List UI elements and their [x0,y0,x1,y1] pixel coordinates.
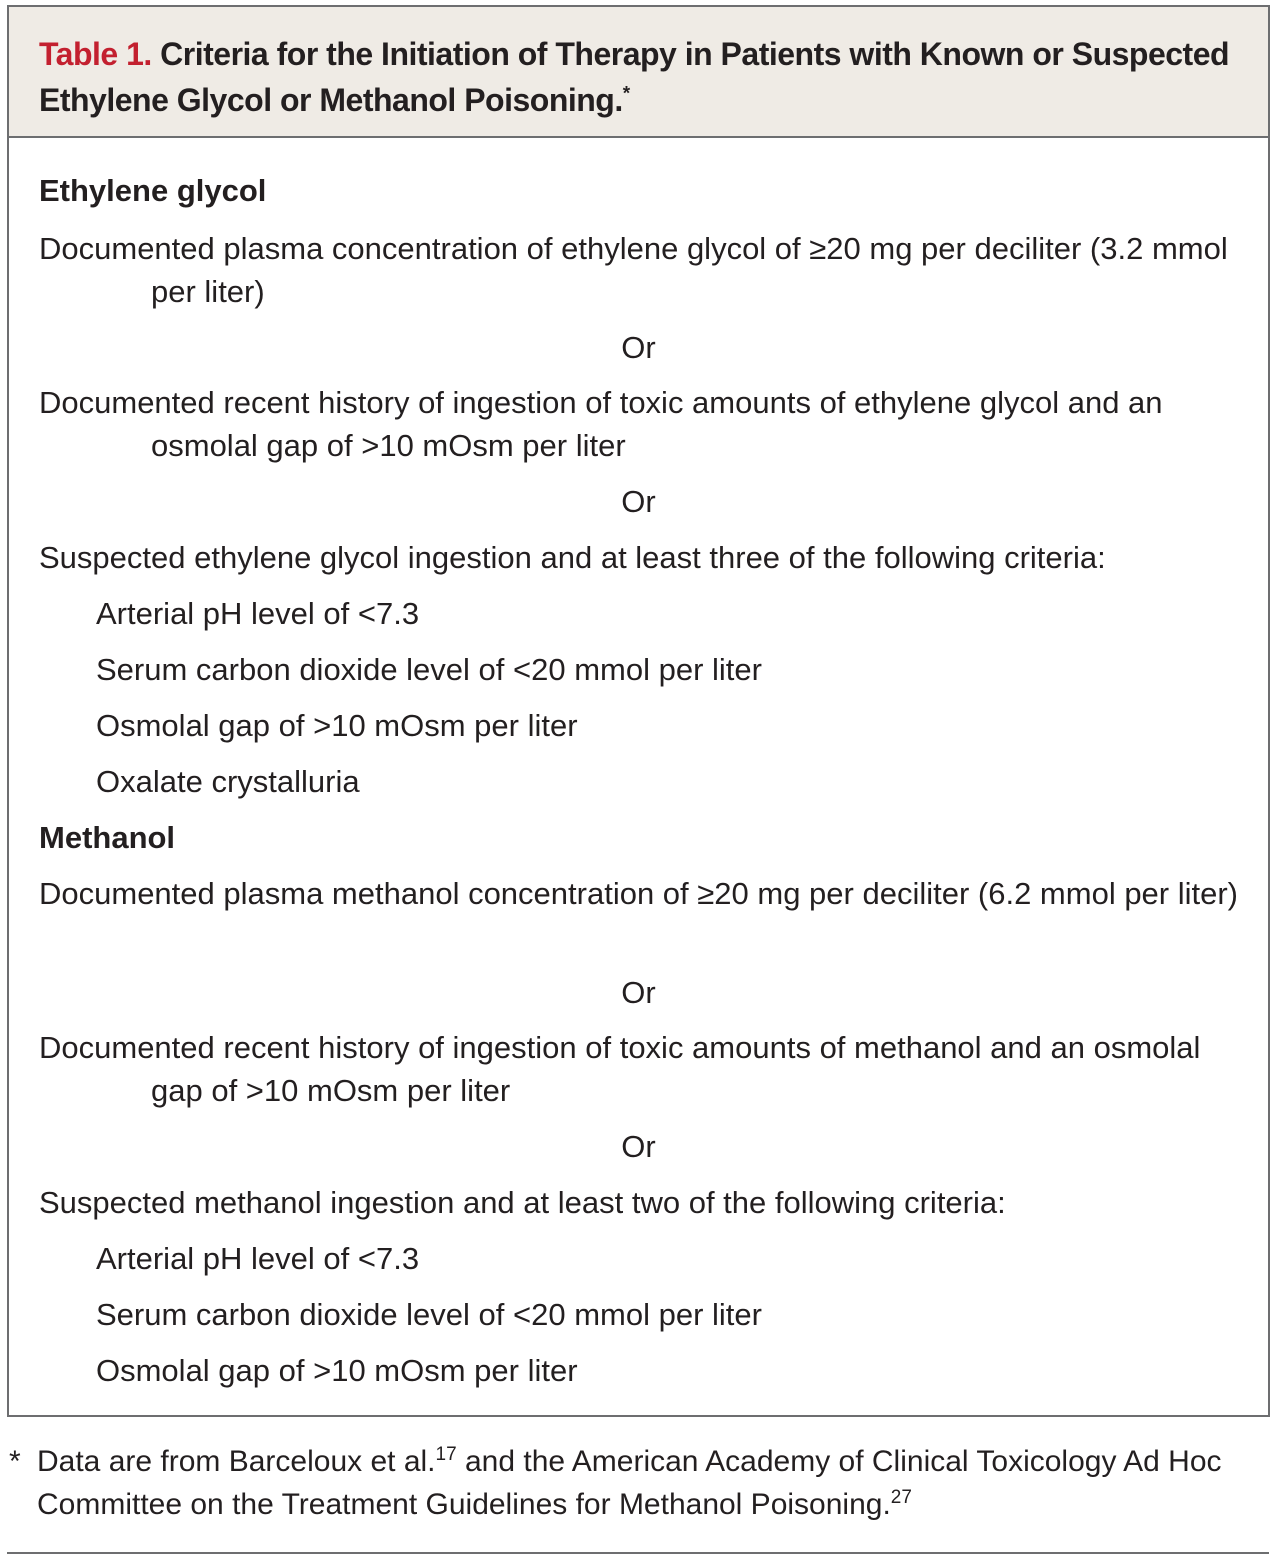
methanol-sub-criterion-co2: Serum carbon dioxide level of <20 mmol per liter [96,1297,762,1332]
ethylene-criterion-suspected: Suspected ethylene glycol ingestion and at least three of the following criteria: [39,540,1106,575]
table-body [9,138,1268,1408]
table-label: Table 1. [39,36,152,72]
ethylene-criterion-history: Documented recent history of ingestion of toxic amounts of ethylene glycol and an osmolal gap of >10 mOsm per liter [39,385,1163,463]
methanol-criterion-concentration: Documented plasma methanol concentration of ≥20 mg per deciliter (6.2 mmol per liter) [39,876,1239,911]
methanol-criterion-history: Documented recent history of ingestion of toxic amounts of methanol and an osmolal gap of >10 mOsm per liter [39,1030,1201,1108]
footnote-text-part-2: and the American Academy of Clinical Toxicology Ad Hoc Committee on the Treatment Guidelines for Methanol Poisoning. [37,1445,1222,1521]
table-footnote [7,1440,1269,1526]
ethylene-or-1: Or [621,330,656,365]
footnote-ref-barceloux: 17 [435,1444,457,1465]
section-heading-methanol: Methanol [39,820,176,855]
ethylene-or-2: Or [621,484,656,519]
methanol-criterion-suspected: Suspected methanol ingestion and at least two of the following criteria: [39,1185,1006,1220]
table-title [39,31,1248,123]
table-title-text: Criteria for the Initiation of Therapy in Patients with Known or Suspected Ethylene Glycol or Methanol Poisoning. [39,36,1230,118]
ethylene-sub-criterion-ph: Arterial pH level of <7.3 [96,596,420,631]
footnote-ref-aact: 27 [890,1487,912,1508]
methanol-or-2: Or [621,1129,656,1164]
ethylene-sub-criterion-co2: Serum carbon dioxide level of <20 mmol per liter [96,652,762,687]
table-box [7,5,1270,1417]
ethylene-sub-criterion-osmolal-gap: Osmolal gap of >10 mOsm per liter [96,708,578,743]
methanol-sub-criterion-ph: Arterial pH level of <7.3 [96,1241,420,1276]
table-header [9,7,1268,138]
bottom-rule [7,1552,1269,1554]
ethylene-sub-criterion-oxalate: Oxalate crystalluria [96,764,360,799]
section-heading-ethylene-glycol: Ethylene glycol [39,173,267,208]
ethylene-criterion-concentration: Documented plasma concentration of ethylene glycol of ≥20 mg per deciliter (3.2 mmol per liter) [39,231,1228,309]
footnote-text [37,1440,1269,1526]
title-footnote-mark: * [622,83,630,105]
footnote-text-part-1: Data are from Barceloux et al. [37,1445,436,1478]
footnote-mark: * [9,1445,21,1478]
methanol-sub-criterion-osmolal-gap: Osmolal gap of >10 mOsm per liter [96,1353,578,1388]
methanol-or-1: Or [621,975,656,1010]
